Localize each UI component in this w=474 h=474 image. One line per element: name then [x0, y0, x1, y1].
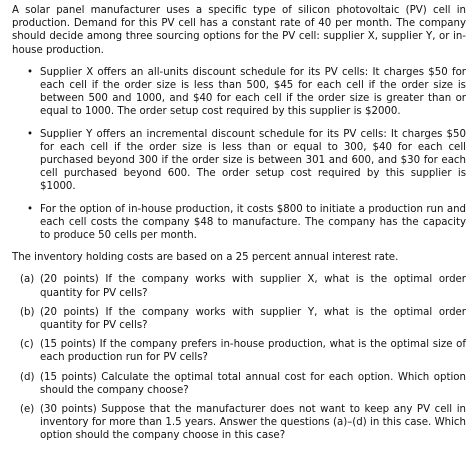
- option-text: Supplier Y offers an incremental discount schedule for its PV cells: It charges $50 for each cell if the order size is less than or equal to 300, $40 for each cell purchased beyond 300 if the order size is between 301 and 600, and $30 for each cell purchased beyond 600. The order setup cost required by this supplier is $1000.: [40, 128, 466, 193]
- bullet-icon: •: [27, 128, 34, 140]
- sourcing-options-list: [12, 66, 466, 242]
- bullet-icon: •: [27, 66, 34, 78]
- question-d: [12, 371, 466, 397]
- question-label: (c): [20, 339, 34, 351]
- option-supplier-x: [12, 66, 466, 119]
- question-c: [12, 338, 466, 364]
- option-supplier-y: [12, 128, 466, 194]
- holding-cost-note: The inventory holding costs are based on a 25 percent annual interest rate.: [12, 252, 399, 264]
- question-label: (b): [20, 306, 35, 318]
- question-text: (20 points) If the company works with supplier Y, what is the optimal order quantity for PV cells?: [40, 306, 466, 332]
- questions-list: [12, 273, 466, 442]
- question-b: [12, 306, 466, 332]
- question-text: (15 points) Calculate the optimal total annual cost for each option. Which option should the company choose?: [40, 371, 466, 396]
- option-in-house: [12, 203, 466, 243]
- bullet-icon: •: [27, 203, 34, 215]
- question-label: (d): [20, 371, 35, 383]
- question-label: (e): [20, 404, 35, 416]
- option-text: Supplier X offers an all-units discount schedule for its PV cells: It charges $50 for each cell if the order size is less than 500, $45 for each cell if the order size is between 500 and 1000, and $40 for each cell if the order size is greater than or equal to 1000. The order setup cost required by this supplier is $2000.: [40, 66, 466, 118]
- question-text: (30 points) Suppose that the manufacturer does not want to keep any PV cell in inventory for more than 1.5 years. Answer the questions (a)–(d) in this case. Which option should the company choose in this case?: [40, 404, 466, 442]
- question-e: [12, 403, 466, 443]
- question-a: [12, 273, 466, 299]
- option-text: For the option of in-house production, it costs $800 to initiate a production run and each cell costs the company $48 to manufacture. The company has the capacity to produce 50 cells per month.: [40, 203, 466, 242]
- question-text: (15 points) If the company prefers in-house production, what is the optimal size of each production run for PV cells?: [40, 339, 466, 364]
- question-text: (20 points) If the company works with supplier X, what is the optimal order quantity for PV cells?: [40, 274, 466, 299]
- intro-paragraph: A solar panel manufacturer uses a specific type of silicon photovoltaic (PV) cell in production. Demand for this PV cell has a constant rate of 40 per month. The company should decide among three sourcing options for the PV cell: supplier X, supplier Y, or in-house production.: [12, 5, 466, 56]
- question-label: (a): [20, 274, 35, 286]
